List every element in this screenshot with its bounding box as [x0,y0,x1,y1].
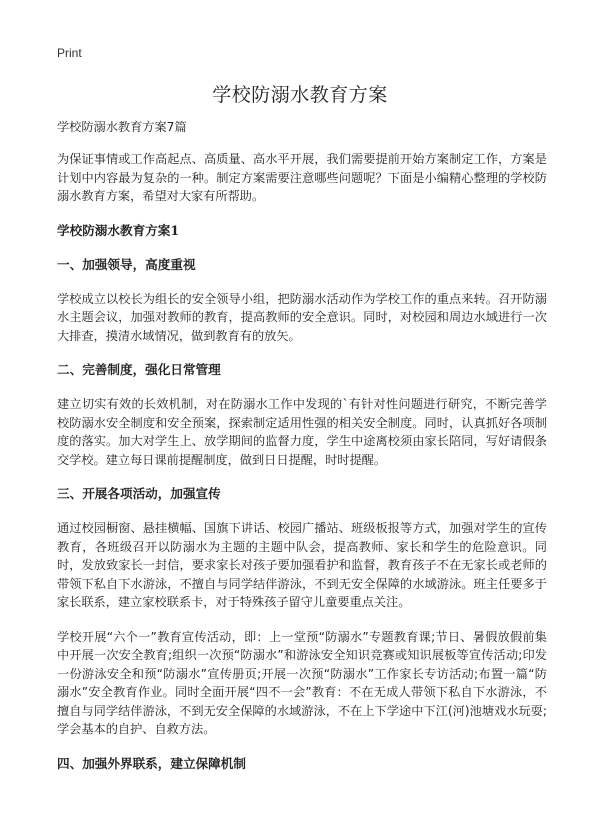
document-title: 学校防溺水教育方案 [212,84,388,106]
section-heading-1: 一、加强领导，高度重视 [57,256,196,272]
section-heading-4: 四、加强外界联系，建立保障机制 [57,755,246,771]
intro-paragraph: 为保证事情或工作高起点、高质量、高水平开展，我们需要提前开始方案制定工作，方案是计划中内容最为复杂的一种。制定方案需要注意哪些问题呢？下面是小编精心整理的学校防溺水教育方案，希望对大家有所帮助。 [57,152,547,203]
section-3-paragraph-2: 学校开展“六个一”教育宣传活动，即：上一堂预“防溺水”专题教育课;节日、暑假放假前集中开展一次安全教育;组织一次预“防溺水”和游泳安全知识竞赛或知识展板等宣传活动;印发一份游泳安全和预“防溺水”宣传册页;开展一次预“防溺水”工作家长专访活动;布置一篇“防溺水”安全教育作业。同时全面开展“四不一会”教育：不在无成人带领下私自下水游泳，不擅自与同学结伴游泳，不到无安全保障的水域游泳，不在上下学途中下江(河)池塘戏水玩耍;学会基本的自护、自救方法。 [57,629,547,736]
document-subtitle: 学校防溺水教育方案7篇 [57,120,187,134]
print-link[interactable]: Print [57,46,82,60]
section-2-paragraph-1: 建立切实有效的长效机制，对在防溺水工作中发现的`有针对性问题进行研究，不断完善学校防溺水安全制度和安全预案，探索制定适用性强的相关安全制度。同时，认真抓好各项制度的落实。加大对学生上、放学期间的监督力度，学生中途离校须由家长陪同，写好请假条交学校。建立每日课前提醒制度，做到日日提醒，时时提醒。 [57,397,547,467]
section-1-paragraph-1: 学校成立以校长为组长的安全领导小组，把防溺水活动作为学校工作的重点来转。召开防溺水主题会议，加强对教师的教育，提高教师的安全意识。同时，对校园和周边水域进行一次大排查，摸清水域情况，做到教育有的放矢。 [57,291,547,343]
section-heading-3: 三、开展各项活动，加强宣传 [57,486,221,501]
section-title: 学校防溺水教育方案1 [57,222,180,238]
document-body [57,118,547,789]
section-heading-2: 二、完善制度，强化日常管理 [57,362,221,377]
section-3-paragraph-1: 通过校园橱窗、悬挂横幅、国旗下讲话、校园广播站、班级板报等方式，加强对学生的宣传教育，各班级召开以防溺水为主题的主题中队会，提高教师、家长和学生的危险意识。同时，发放致家长一封信，要求家长对孩子要加强看护和监督，教育孩子不在无家长或老师的带领下私自下水游泳，不擅自与同学结伴游泳，不到无安全保障的水域游泳。班主任要多于家长联系，建立家校联系卡，对于特殊孩子留守儿童要重点关注。 [57,521,547,609]
